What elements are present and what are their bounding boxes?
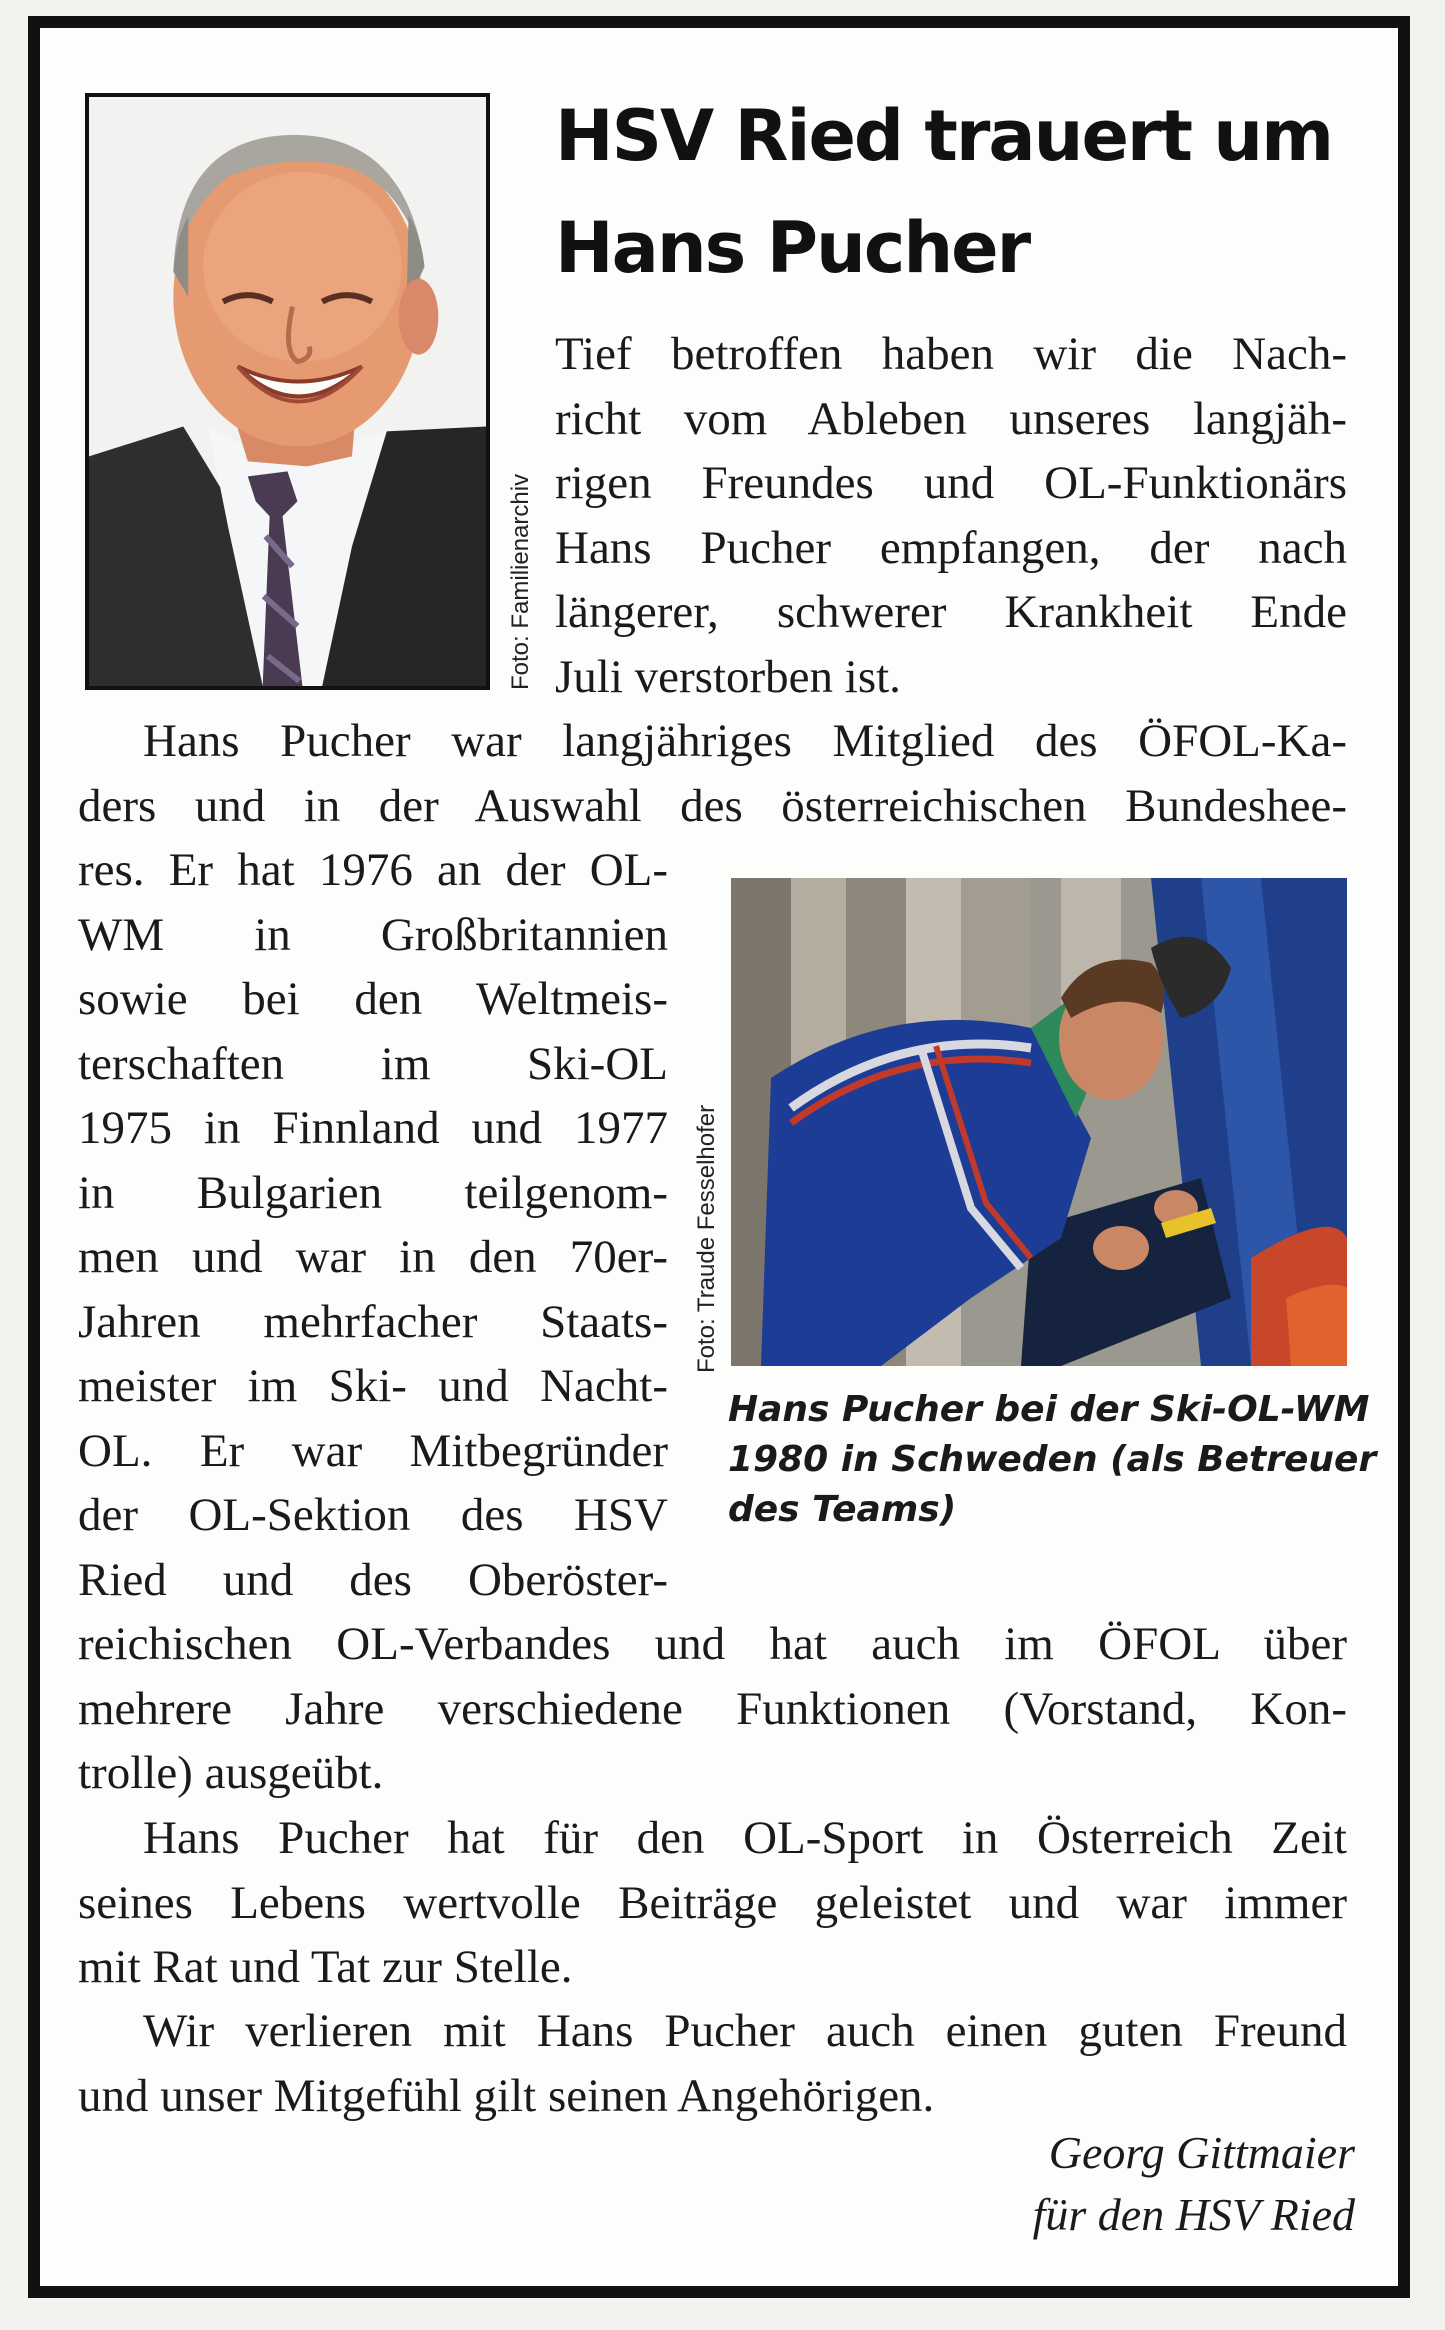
text-line: mehrere Jahre verschiedene Funktionen (Vorstand, Kon- bbox=[78, 1682, 1347, 1735]
text-line: OL. Er war Mitbegründer bbox=[78, 1424, 668, 1477]
signature-org: für den HSV Ried bbox=[1032, 2189, 1355, 2240]
photo-caption bbox=[728, 1385, 1377, 1535]
text-line: richt vom Ableben unseres langjäh- bbox=[555, 392, 1347, 445]
text-line: ders und in der Auswahl des österreichischen Bundeshee- bbox=[78, 779, 1347, 832]
text-line: Ried und des Oberöster- bbox=[78, 1553, 668, 1606]
signature bbox=[1033, 2122, 1355, 2246]
text-line: Jahren mehrfacher Staats- bbox=[78, 1295, 668, 1348]
text-line: und unser Mitgefühl gilt seinen Angehörigen. bbox=[78, 2069, 935, 2122]
text-line: der OL-Sektion des HSV bbox=[78, 1489, 668, 1541]
text-line: Hans Pucher empfangen, der nach bbox=[555, 521, 1347, 574]
portrait-photo-credit: Foto: Familienarchiv bbox=[507, 473, 534, 690]
headline: HSV Ried trauert um Hans Pucher bbox=[555, 95, 1333, 289]
paragraph-3 bbox=[78, 1806, 1347, 2000]
text-line: Tief betroffen haben wir die Nach- bbox=[555, 328, 1347, 380]
portrait-photo bbox=[85, 93, 490, 690]
text-line: Hans Pucher war langjähriges Mitglied des ÖFOL-Ka- bbox=[143, 715, 1347, 767]
text-line: trolle) ausgeübt. bbox=[78, 1747, 384, 1799]
text-line: rigen Freundes und OL-Funktionärs bbox=[555, 457, 1347, 509]
text-line: Wir verlieren mit Hans Pucher auch einen guten Freund bbox=[143, 2005, 1347, 2057]
paragraph-1 bbox=[555, 322, 1347, 709]
text-line: längerer, schwerer Krankheit Ende bbox=[555, 586, 1347, 638]
text-line: meister im Ski- und Nacht- bbox=[78, 1360, 668, 1412]
text-line: Juli verstorben ist. bbox=[555, 650, 901, 703]
caption-line: des Teams) bbox=[728, 1489, 957, 1530]
caption-line: Hans Pucher bei der Ski-OL-WM bbox=[728, 1389, 1370, 1430]
text-line: seines Lebens wertvolle Beiträge geleistet und war immer bbox=[78, 1876, 1347, 1929]
text-line: Hans Pucher hat für den OL-Sport in Österreich Zeit bbox=[143, 1812, 1347, 1864]
action-photo-credit: Foto: Traude Fesselhofer bbox=[693, 1104, 720, 1373]
paragraph-2-start bbox=[78, 709, 1347, 838]
text-line: reichischen OL-Verbandes und hat auch im ÖFOL über bbox=[78, 1618, 1347, 1670]
paragraph-2-end bbox=[78, 1612, 1347, 1806]
text-line: terschaften im Ski-OL bbox=[78, 1037, 668, 1090]
text-line: sowie bei den Weltmeis- bbox=[78, 973, 668, 1025]
action-photo bbox=[731, 878, 1347, 1366]
text-line: res. Er hat 1976 an der OL- bbox=[78, 844, 668, 896]
text-line: WM in Großbritannien bbox=[78, 908, 668, 961]
text-line: 1975 in Finnland und 1977 bbox=[78, 1102, 668, 1154]
paragraph-4 bbox=[78, 1999, 1347, 2128]
caption-line: 1980 in Schweden (als Betreuer bbox=[728, 1439, 1377, 1480]
text-line: men und war in den 70er- bbox=[78, 1231, 668, 1283]
signature-name: Georg Gittmaier bbox=[1048, 2127, 1355, 2178]
paragraph-2-narrow bbox=[78, 838, 668, 1612]
text-line: in Bulgarien teilgenom- bbox=[78, 1166, 668, 1219]
text-line: mit Rat und Tat zur Stelle. bbox=[78, 1941, 573, 1993]
